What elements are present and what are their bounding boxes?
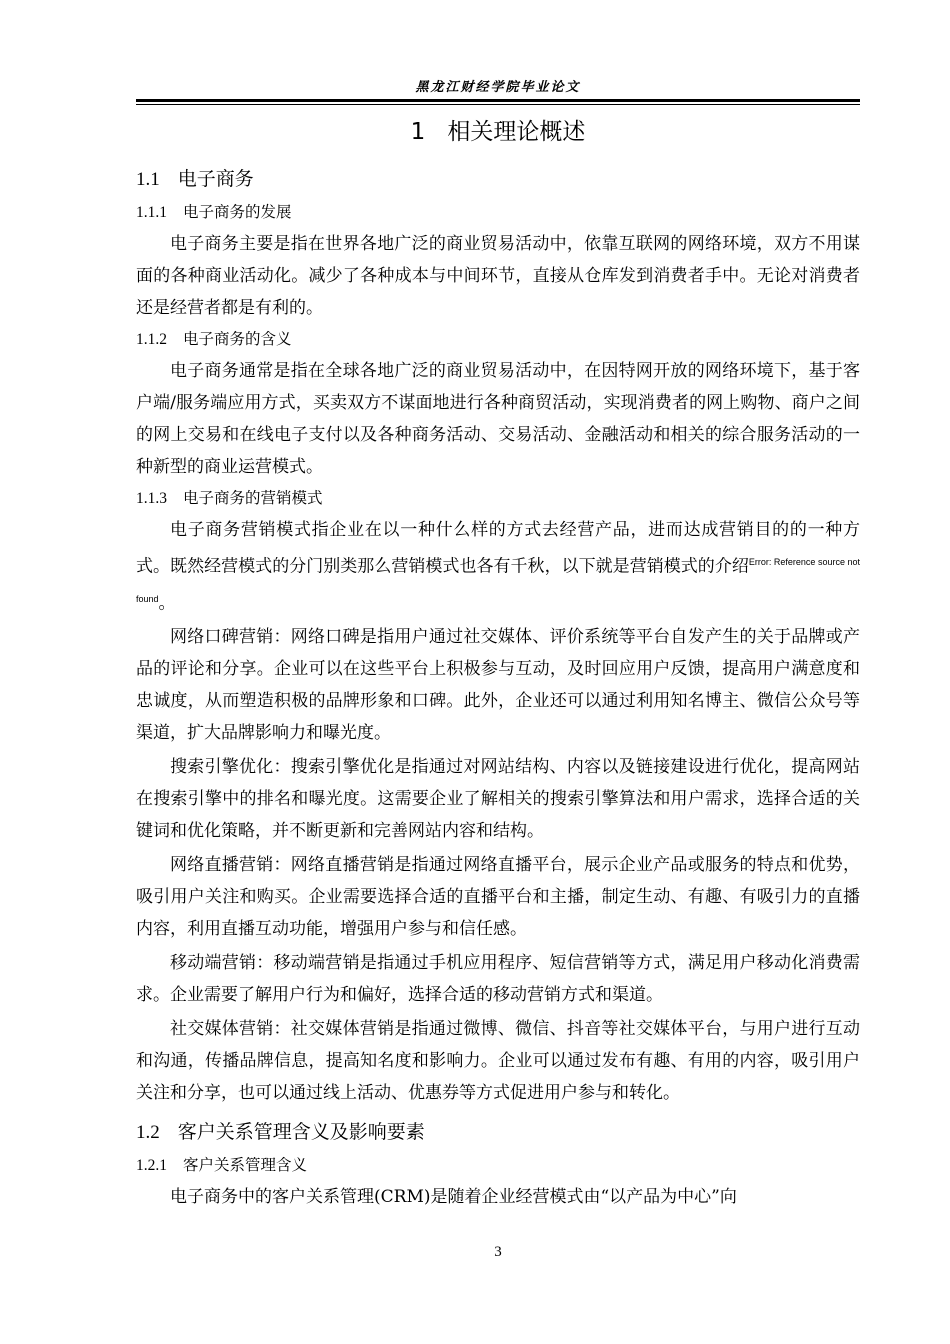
paragraph: 电子商务中的客户关系管理(CRM)是随着企业经营模式由“以产品为中心”向 — [170, 1187, 737, 1208]
section-heading-1-2 — [136, 1117, 860, 1148]
paragraph: 社交媒体营销：社交媒体营销是指通过微博、微信、抖音等社交媒体平台，与用户进行互动和沟通，传播品牌信息，提高知名度和影响力。企业可以通过发布有趣、有用的内容，吸引用户关注和分享，也可以通过线上活动、优惠券等方式促进用户参与和转化。 — [136, 1019, 860, 1104]
subsection-heading-1-2-1 — [136, 1152, 860, 1179]
paragraph-end: 。 — [158, 593, 176, 614]
paragraph: 网络口碑营销：网络口碑是指用户通过社交媒体、评价系统等平台自发产生的关于品牌或产品的评论和分享。企业可以在这些平台上积极参与互动，及时回应用户反馈，提高用户满意度和忠诚度，从而塑造积极的品牌形象和口碑。此外，企业还可以通过利用知名博主、微信公众号等渠道，扩大品牌影响力和曝光度。 — [136, 627, 860, 744]
subsection-number: 1.1.3 — [136, 490, 167, 507]
paragraph: 电子商务通常是指在全球各地广泛的商业贸易活动中，在因特网开放的网络环境下，基于客户端/服务端应用方式，买卖双方不谋面地进行各种商贸活动，实现消费者的网上购物、商户之间的网上交易和在线电子支付以及各种商务活动、交易活动、金融活动和相关的综合服务活动的一种新型的商业运营模式。 — [136, 361, 860, 477]
section-number: 1.2 — [136, 1122, 160, 1144]
paragraph-with-reference — [136, 514, 860, 619]
subsection-number: 1.2.1 — [136, 1157, 167, 1175]
paragraph: 移动端营销：移动端营销是指通过手机应用程序、短信营销等方式，满足用户移动化消费需求。企业需要了解用户行为和偏好，选择合适的移动营销方式和渠道。 — [136, 953, 860, 1006]
section-number: 1.1 — [136, 169, 160, 190]
running-header: 黑龙江财经学院毕业论文 — [415, 80, 581, 95]
subsection-title: 电子商务的营销模式 — [183, 489, 323, 507]
paragraph: 电子商务主要是指在世界各地广泛的商业贸易活动中，依靠互联网的网络环境，双方不用谋面的各种商业活动化。减少了各种成本与中间环节，直接从仓库发到消费者手中。无论对消费者还是经营者都是有利的。 — [136, 234, 860, 318]
subsection-title: 电子商务的发展 — [183, 203, 292, 221]
subsection-number: 1.1.1 — [136, 204, 167, 221]
paragraph-text: 电子商务营销模式指企业在以一种什么样的方式去经营产品，进而达成营销目的的一种方式。既然经营模式的分门别类那么营销模式也各有千秋，以下就是营销模式的介绍 — [136, 520, 860, 577]
section-title: 客户关系管理含义及影响要素 — [177, 1121, 425, 1144]
header-rule-thin — [136, 104, 860, 105]
reference-error-link[interactable]: Error: Reference source not found — [136, 557, 860, 604]
chapter-title: 相关理论概述 — [447, 119, 586, 145]
section-heading-1-1 — [136, 164, 860, 195]
subsection-heading-1-1-2 — [136, 326, 860, 353]
paragraph: 搜索引擎优化：搜索引擎优化是指通过对网站结构、内容以及链接建设进行优化，提高网站在搜索引擎中的排名和曝光度。这需要企业了解相关的搜索引擎算法和用户需求，选择合适的关键词和优化策略，并不断更新和完善网站内容和结构。 — [136, 757, 860, 842]
chapter-number: 1 — [410, 119, 426, 145]
chapter-heading — [136, 112, 860, 152]
header-rule-thick — [136, 99, 860, 102]
paragraph: 网络直播营销：网络直播营销是指通过网络直播平台，展示企业产品或服务的特点和优势，吸引用户关注和购买。企业需要选择合适的直播平台和主播，制定生动、有趣、有吸引力的直播内容，利用直播互动功能，增强用户参与和信任感。 — [136, 855, 860, 940]
page-number: 3 — [494, 1244, 502, 1260]
section-title: 电子商务 — [177, 168, 254, 190]
subsection-title: 客户关系管理含义 — [183, 1156, 308, 1175]
subsection-title: 电子商务的含义 — [183, 330, 292, 348]
subsection-heading-1-1-1 — [136, 199, 860, 226]
subsection-heading-1-1-3 — [136, 485, 860, 512]
subsection-number: 1.1.2 — [136, 331, 167, 348]
page-content — [136, 112, 860, 1215]
